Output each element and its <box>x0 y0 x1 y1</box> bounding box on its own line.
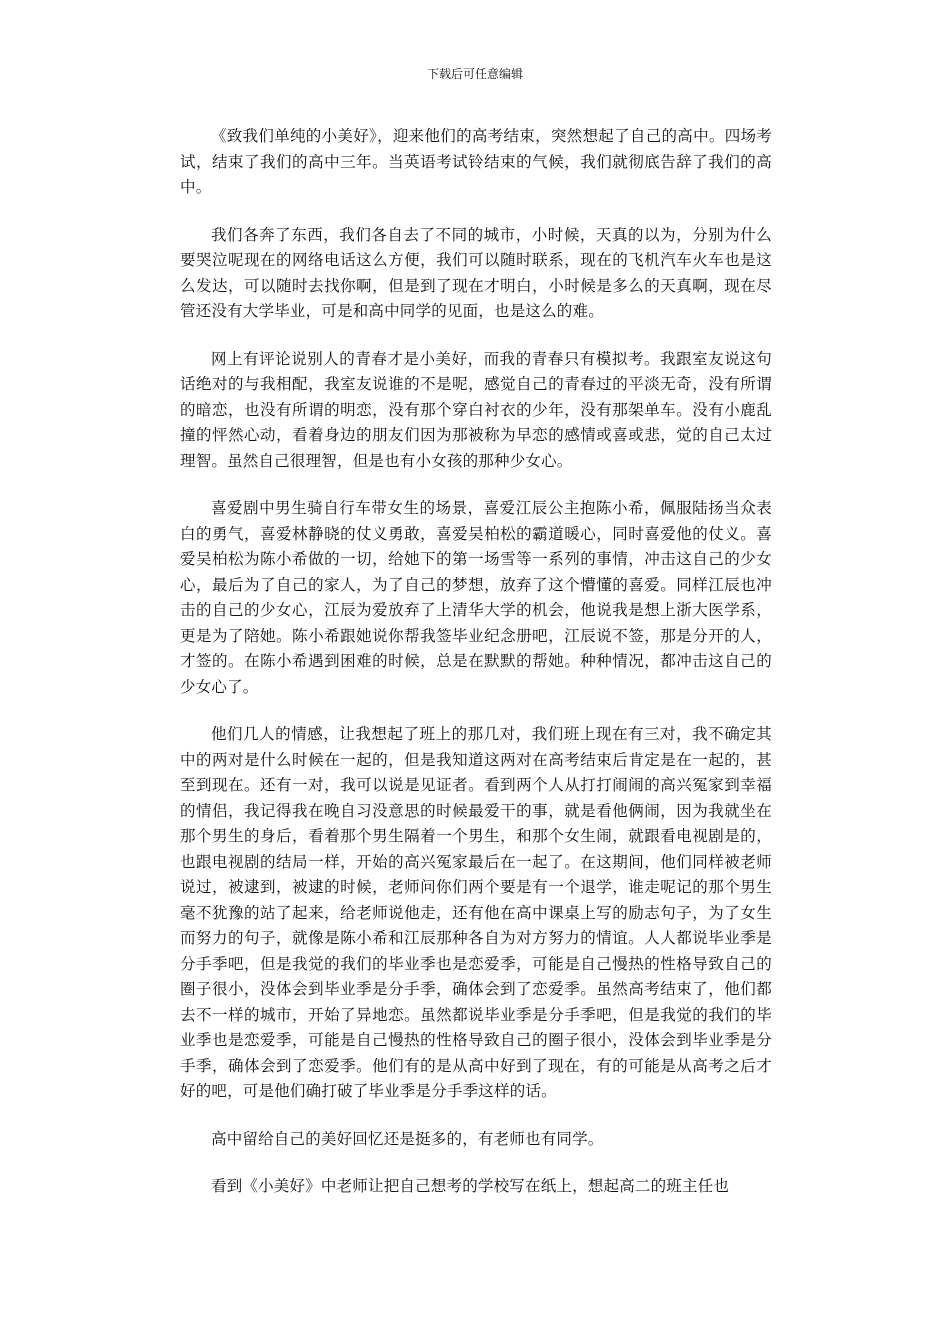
paragraph-5: 他们几人的情感，让我想起了班上的那几对，我们班上现在有三对，我不确定其中的两对是什么时候在一起的，但是我知道这两对在高考结束后肯定是在一起的，甚至到现在。还有一对，我可以说是见证者。看到两个人从打打闹闹的高兴冤家到幸福的情侣，我记得我在晚自习没意思的时候最爱干的事，就是看他俩闹，因为我就坐在那个男生的身后，看着那个男生隔着一个男生，和那个女生闹，就跟看电视剧是的，也跟电视剧的结局一样，开始的高兴冤家最后在一起了。在这期间，他们同样被老师说过，被逮到，被逮的时候，老师问你们两个要是有一个退学，谁走呢记的那个男生毫不犹豫的站了起来，给老师说他走，还有他在高中课桌上写的励志句子，为了女生而努力的句子，就像是陈小希和江辰那种各自为对方努力的情谊。人人都说毕业季是分手季吧，但是我觉的我们的毕业季也是恋爱季，可能是自己慢热的性格导致自己的圈子很小，没体会到毕业季是分手季，确体会到了恋爱季。虽然高考结束了，他们都去不一样的城市，开始了异地恋。虽然都说毕业季是分手季吧，但是我觉的我们的毕业季也是恋爱季，可能是自己慢热的性格导致自己的圈子很小，没体会到毕业季是分手季，确体会到了恋爱季。他们有的是从高中好到了现在，有的可能是从高考之后才好的吧，可是他们确打破了毕业季是分手季这样的话。 <box>180 725 772 1100</box>
paragraph-3: 网上有评论说别人的青春才是小美好，而我的青春只有模拟考。我跟室友说这句话绝对的与我相配，我室友说谁的不是呢，感觉自己的青春过的平淡无奇，没有所谓的暗恋，也没有所谓的明恋，没有那个穿白衬衣的少年，没有那架单车。没有小鹿乱撞的怦然心动，看着身边的朋友们因为那被称为早恋的感情或喜或悲，觉的自己太过理智。虽然自己很理智，但是也有小女孩的那种少女心。 <box>180 349 772 470</box>
paragraph-2: 我们各奔了东西，我们各自去了不同的城市，小时候，天真的以为，分别为什么要哭泣呢现在的网络电话这么方便，我们可以随时联系，现在的飞机汽车火车也是这么发达，可以随时去找你啊，但是到了现在才明白，小时候是多么的天真啊，现在尽管还没有大学毕业，可是和高中同学的见面，也是这么的难。 <box>180 225 772 320</box>
header-note: 下载后可任意编辑 <box>426 67 523 81</box>
document-body <box>180 124 772 1222</box>
paragraph-1: 《致我们单纯的小美好》，迎来他们的高考结束，突然想起了自己的高中。四场考试，结束了我们的高中三年。当英语考试铃结束的气候，我们就彻底告辞了我们的高中。 <box>180 127 772 196</box>
paragraph-7: 看到《小美好》中老师让把自己想考的学校写在纸上，想起高二的班主任也 <box>211 1177 730 1195</box>
paragraph-6: 高中留给自己的美好回忆还是挺多的，有老师也有同学。 <box>211 1129 604 1148</box>
paragraph-4: 喜爱剧中男生骑自行车带女生的场景，喜爱江辰公主抱陈小希，佩服陆扬当众表白的勇气，喜爱林静晓的仗义勇敢，喜爱吴柏松的霸道暖心，同时喜爱他的仗义。喜爱吴柏松为陈小希做的一切，给她下的第一场雪等一系列的事情，冲击这自己的少女心，最后为了自己的家人，为了自己的梦想，放弃了这个懵懂的喜爱。同样江辰也冲击的自己的少女心，江辰为爱放弃了上清华大学的机会，他说我是想上浙大医学系，更是为了陪她。陈小希跟她说你帮我签毕业纪念册吧，江辰说不签，那是分开的人，才签的。在陈小希遇到困难的时候，总是在默默的帮她。种种情况，都冲击这自己的少女心了。 <box>180 499 772 696</box>
